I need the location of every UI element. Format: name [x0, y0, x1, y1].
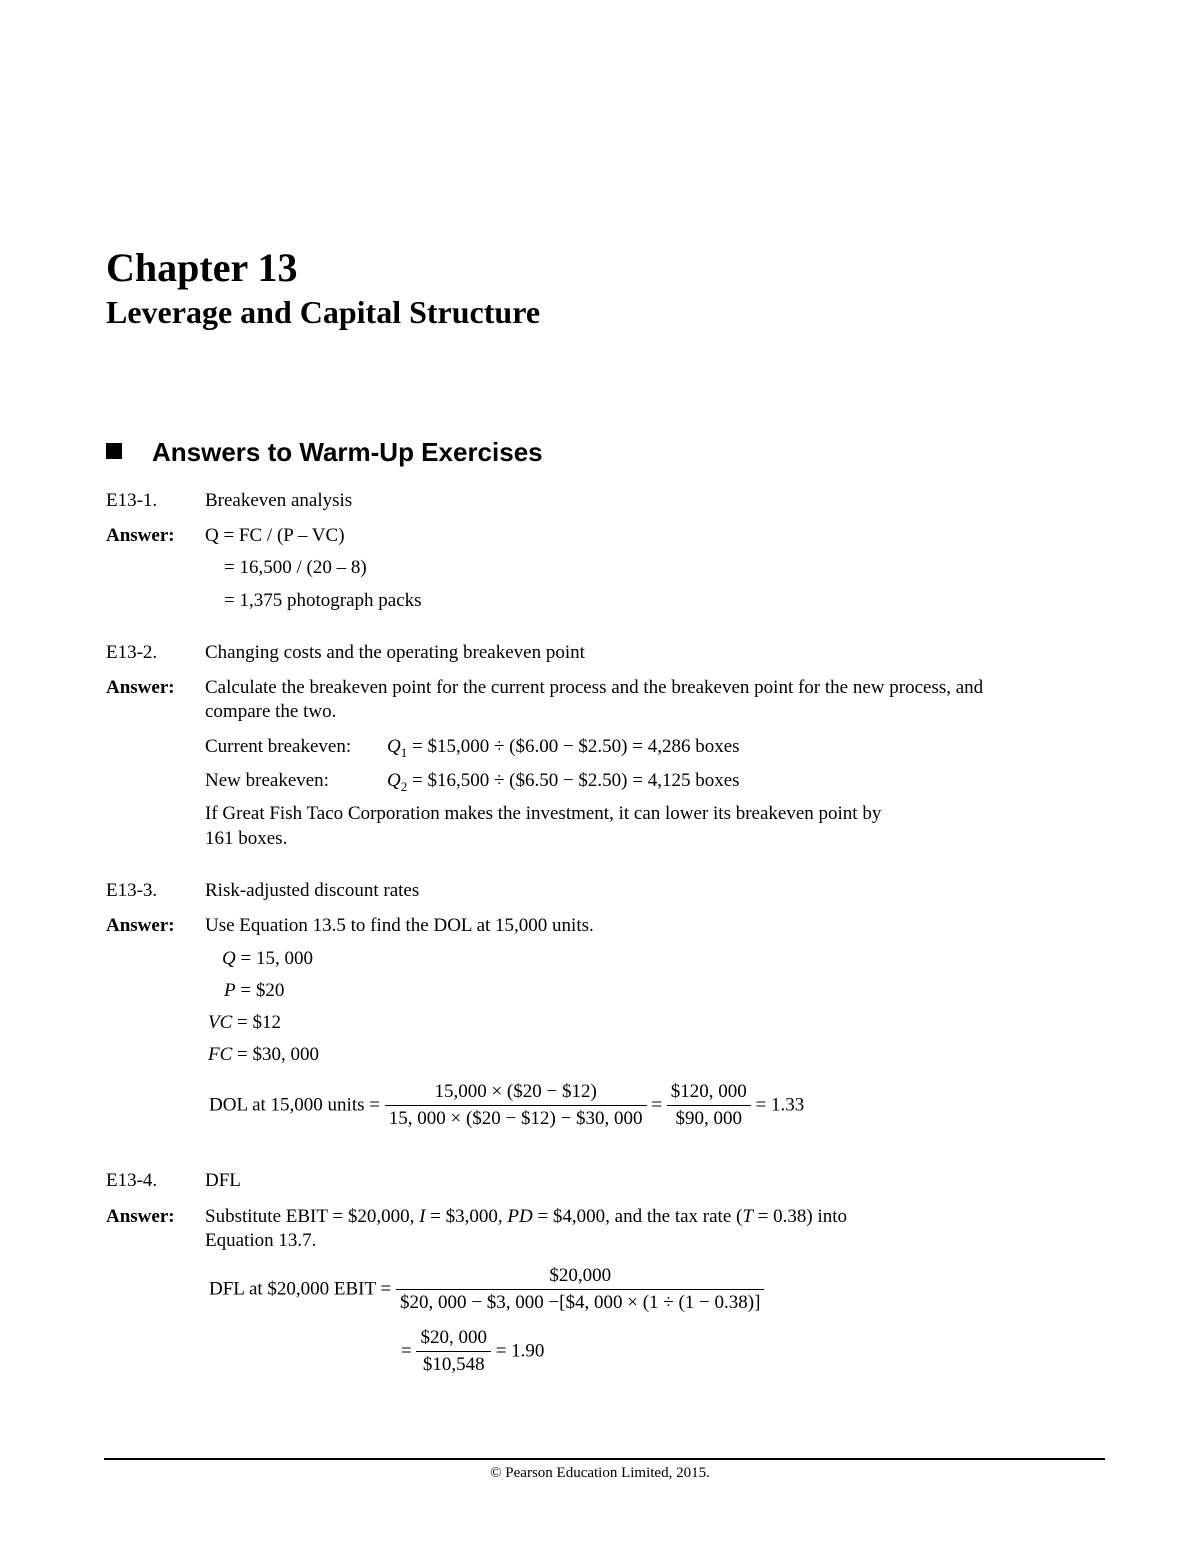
e13-2-intro-line2: compare the two. [205, 701, 337, 722]
fraction-denominator: $20, 000 − $3, 000 −[$4, 000 × (1 ÷ (1 − 0.38)] [396, 1289, 764, 1316]
new-breakeven-label: New breakeven: [205, 770, 329, 791]
dfl-equation [209, 1263, 764, 1316]
var-name: VC [208, 1012, 233, 1033]
fraction-numerator: $20,000 [549, 1265, 612, 1286]
e13-3-intro: Use Equation 13.5 to find the DOL at 15,000 units. [205, 915, 594, 936]
new-breakeven-equation [387, 769, 740, 799]
text: Substitute EBIT = $20,000, [205, 1206, 420, 1227]
dfl-label: DFL at $20,000 EBIT = [209, 1278, 392, 1300]
dfl-equation-simplified [401, 1325, 544, 1378]
var-i: I [419, 1206, 426, 1227]
e13-4-intro-line1 [205, 1205, 847, 1229]
var-name: FC [208, 1044, 233, 1065]
var-value: = $12 [232, 1012, 281, 1033]
answer-label: Answer: [106, 677, 175, 698]
answer-label: Answer: [106, 1206, 175, 1227]
variable-vc [208, 1011, 281, 1035]
square-bullet-icon [106, 443, 122, 459]
variable-fc [208, 1043, 319, 1067]
exercise-number-e13-3: E13-3. [106, 880, 158, 901]
fraction-numerator: 15,000 × ($20 − $12) [434, 1081, 597, 1102]
answer-label: Answer: [106, 915, 175, 936]
chapter-title: Chapter 13 [106, 245, 298, 290]
footer-rule [104, 1458, 1105, 1460]
exercise-title-e13-2: Changing costs and the operating breakeven point [205, 642, 585, 663]
var-t: T [742, 1206, 753, 1227]
text: = $3,000, [425, 1206, 508, 1227]
var-value: = $30, 000 [232, 1044, 319, 1065]
dol-result: = 1.33 [755, 1094, 805, 1116]
exercise-number-e13-1: E13-1. [106, 490, 158, 511]
answer-label: Answer: [106, 525, 175, 546]
var-name: Q [222, 948, 236, 969]
var-name: P [224, 980, 236, 1001]
var-value: = 15, 000 [235, 948, 313, 969]
current-breakeven-label: Current breakeven: [205, 736, 352, 757]
chapter-subtitle: Leverage and Capital Structure [106, 294, 541, 330]
var-q: Q [387, 770, 401, 791]
equals-sign: = [401, 1340, 412, 1362]
dfl-fraction [396, 1263, 764, 1316]
e13-4-intro-line2: Equation 13.7. [205, 1230, 317, 1251]
subscript: 2 [400, 778, 408, 794]
current-breakeven-equation [387, 735, 740, 765]
dol-label: DOL at 15,000 units = [209, 1094, 380, 1116]
footer-copyright: © Pearson Education Limited, 2015. [490, 1465, 710, 1481]
variable-p [224, 979, 284, 1003]
dol-fraction [385, 1079, 647, 1132]
text: = $4,000, and the tax rate ( [532, 1206, 743, 1227]
e13-2-intro-line1: Calculate the breakeven point for the current process and the breakeven point for the new process, and [205, 677, 984, 698]
subscript: 1 [400, 744, 408, 760]
e13-1-step: = 16,500 / (20 – 8) [224, 557, 367, 578]
exercise-title-e13-4: DFL [205, 1170, 241, 1191]
dol-simplified-fraction [667, 1079, 751, 1132]
fraction-numerator: $120, 000 [670, 1081, 747, 1102]
fraction-denominator: 15, 000 × ($20 − $12) − $30, 000 [385, 1105, 647, 1132]
var-q: Q [387, 736, 401, 757]
exercise-title-e13-1: Breakeven analysis [205, 490, 353, 511]
equation-text: = $15,000 ÷ ($6.00 − $2.50) = 4,286 boxes [407, 736, 740, 757]
text: = 0.38) into [752, 1206, 848, 1227]
dfl-result: = 1.90 [495, 1340, 545, 1362]
e13-2-conclusion-line2: 161 boxes. [205, 828, 288, 849]
dol-equation [209, 1079, 804, 1132]
fraction-denominator: $90, 000 [667, 1105, 751, 1132]
equals-sign: = [651, 1094, 663, 1116]
fraction-numerator: $20, 000 [420, 1327, 487, 1348]
equation-text: = $16,500 ÷ ($6.50 − $2.50) = 4,125 boxes [407, 770, 740, 791]
fraction-denominator: $10,548 [416, 1351, 491, 1378]
exercise-number-e13-2: E13-2. [106, 642, 158, 663]
e13-1-formula: Q = FC / (P – VC) [205, 525, 345, 546]
exercise-title-e13-3: Risk-adjusted discount rates [205, 880, 420, 901]
e13-2-conclusion-line1: If Great Fish Taco Corporation makes the investment, it can lower its breakeven point by [205, 803, 882, 824]
dfl-simplified-fraction [416, 1325, 491, 1378]
var-value: = $20 [235, 980, 285, 1001]
variable-q [222, 947, 313, 971]
section-heading-text: Answers to Warm-Up Exercises [152, 437, 543, 467]
exercise-number-e13-4: E13-4. [106, 1170, 158, 1191]
e13-1-result: = 1,375 photograph packs [224, 590, 422, 611]
var-pd: PD [507, 1206, 533, 1227]
section-heading [106, 436, 543, 468]
